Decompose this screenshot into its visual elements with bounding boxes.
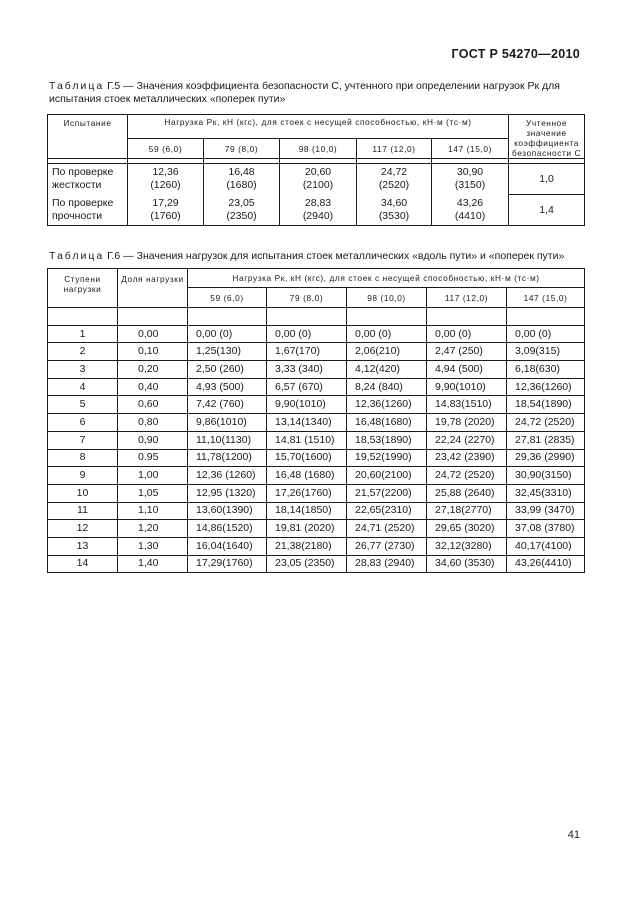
table6-cell: 29,65 (3020): [427, 520, 507, 538]
table6-cell: 2,50 (260): [188, 361, 267, 379]
table5-coef: 1,4: [509, 195, 585, 226]
table5-cell: 23,05 (2350): [204, 195, 280, 226]
table6-cell: 0,00 (0): [427, 325, 507, 343]
table6-stage-cell: 14: [48, 555, 118, 573]
table6-share-cell: 1,20: [118, 520, 188, 538]
table6-cell: 12,36 (1260): [188, 467, 267, 485]
table6-cell: 23,42 (2390): [427, 449, 507, 467]
table6-stage-cell: 6: [48, 414, 118, 432]
table6-cell: 19,78 (2020): [427, 414, 507, 432]
table6-cell: 12,36(1260): [507, 378, 585, 396]
table6-share-cell: 0,40: [118, 378, 188, 396]
table6-cell: 20,60(2100): [347, 467, 427, 485]
table6-cell: 0,00 (0): [347, 325, 427, 343]
page-number: 41: [567, 829, 580, 841]
table6-cell: 0,00 (0): [267, 325, 347, 343]
table6-subheader: 59 (6,0): [188, 288, 267, 308]
table6-row: [48, 484, 585, 502]
table6-row: [48, 520, 585, 538]
table5-subheader: 147 (15,0): [432, 139, 509, 159]
table6-row: [48, 502, 585, 520]
table6-row: [48, 396, 585, 414]
table6-cell: 17,29(1760): [188, 555, 267, 573]
table5-subheader: 117 (12,0): [357, 139, 432, 159]
table6-cell: 16,48(1680): [347, 414, 427, 432]
table6-cell: 16,04(1640): [188, 537, 267, 555]
table6-stage-cell: 7: [48, 431, 118, 449]
table6-cell: 0,00 (0): [507, 325, 585, 343]
table6-cell: 32,45(3310): [507, 484, 585, 502]
table6-cell: 40,17(4100): [507, 537, 585, 555]
table6-stage-cell: 1: [48, 325, 118, 343]
table6-cell: 0,00 (0): [188, 325, 267, 343]
table6-cell: 6,57 (670): [267, 378, 347, 396]
table6-stage-cell: 9: [48, 467, 118, 485]
table5-header-coef: Учтенное значение коэффициента безопасности С: [509, 115, 585, 159]
table6-cell: 3,09(315): [507, 343, 585, 361]
table6-caption-number: Г.6: [107, 250, 121, 262]
table5-row: [48, 195, 585, 226]
table6-cell: 9,86(1010): [188, 414, 267, 432]
table5-cell: 16,48 (1680): [204, 164, 280, 195]
table6-cell: 19,52(1990): [347, 449, 427, 467]
table6-cell: 25,88 (2640): [427, 484, 507, 502]
table6-cell: 8,24 (840): [347, 378, 427, 396]
table5-row-label: По проверке жесткости: [48, 164, 128, 195]
table6-share-cell: 1,10: [118, 502, 188, 520]
table6-cell: 32,12(3280): [427, 537, 507, 555]
table5-header-test: Испытание: [48, 115, 128, 159]
table6-cell: 21,57(2200): [347, 484, 427, 502]
table6-cell: 4,93 (500): [188, 378, 267, 396]
table6-caption-text: — Значения нагрузок для испытания стоек металлических «вдоль пути» и «поперек пути»: [120, 250, 565, 262]
table6-cell: 11,10(1130): [188, 431, 267, 449]
table6-cell: 14,81 (1510): [267, 431, 347, 449]
table6-cell: 14,83(1510): [427, 396, 507, 414]
table6-stage-cell: 4: [48, 378, 118, 396]
table6-stage-cell: 10: [48, 484, 118, 502]
table6-cell: 13,60(1390): [188, 502, 267, 520]
table6-cell: 18,53(1890): [347, 431, 427, 449]
table6-cell: 18,14(1850): [267, 502, 347, 520]
table6-cell: 24,72 (2520): [427, 467, 507, 485]
table5-subheader: 79 (8,0): [204, 139, 280, 159]
table5-subheader: 98 (10,0): [280, 139, 357, 159]
table5-cell: 34,60 (3530): [357, 195, 432, 226]
table5-coef: 1,0: [509, 164, 585, 195]
table6-cell: 4,94 (500): [427, 361, 507, 379]
table5-row-label: По проверке прочности: [48, 195, 128, 226]
table6-stage-cell: 3: [48, 361, 118, 379]
table5-cell: 12,36 (1260): [128, 164, 204, 195]
table6-cell: 22,65(2310): [347, 502, 427, 520]
table6-share-cell: 1,00: [118, 467, 188, 485]
table6-share-cell: 1,30: [118, 537, 188, 555]
table5-subheader: 59 (6,0): [128, 139, 204, 159]
table6-cell: 12,95 (1320): [188, 484, 267, 502]
table5-cell: 20,60 (2100): [280, 164, 357, 195]
table6-cell: 30,90(3150): [507, 467, 585, 485]
table6-row: [48, 537, 585, 555]
table5-cell: 17,29 (1760): [128, 195, 204, 226]
table5-row: [48, 164, 585, 195]
table6-row: [48, 343, 585, 361]
table6-cell: 43,26(4410): [507, 555, 585, 573]
table6-row: [48, 325, 585, 343]
table6-cell: 13,14(1340): [267, 414, 347, 432]
table6-cell: 3,33 (340): [267, 361, 347, 379]
table6-cell: 12,36(1260): [347, 396, 427, 414]
table6-cell: 33,99 (3470): [507, 502, 585, 520]
table6-cell: 27,18(2770): [427, 502, 507, 520]
table6-stage-cell: 11: [48, 502, 118, 520]
table6-cell: 15,70(1600): [267, 449, 347, 467]
table6-cell: 6,18(630): [507, 361, 585, 379]
table6-row: [48, 449, 585, 467]
table6-row: [48, 378, 585, 396]
table6-cell: 27,81 (2835): [507, 431, 585, 449]
table6-cell: 2,06(210): [347, 343, 427, 361]
table6-cell: 26,77 (2730): [347, 537, 427, 555]
table6-header-share: Доля нагрузки: [118, 269, 188, 308]
table6-cell: 17,26(1760): [267, 484, 347, 502]
table6-subheader: 147 (15,0): [507, 288, 585, 308]
table6-row: [48, 467, 585, 485]
table6-share-cell: 0.95: [118, 449, 188, 467]
table6-stage-cell: 2: [48, 343, 118, 361]
table6-share-cell: 1,40: [118, 555, 188, 573]
table6-cell: 9,90(1010): [267, 396, 347, 414]
table6-cell: 7,42 (760): [188, 396, 267, 414]
table6-cell: 28,83 (2940): [347, 555, 427, 573]
table6-cell: 24,72 (2520): [507, 414, 585, 432]
table6-stage-cell: 12: [48, 520, 118, 538]
table6-cell: 23,05 (2350): [267, 555, 347, 573]
table5-cell: 43,26 (4410): [432, 195, 509, 226]
table6-cell: 4,12(420): [347, 361, 427, 379]
table5-caption: [49, 80, 584, 106]
table6-header-load: Нагрузка Pк, кН (кгс), для стоек с несущей способностью, кН·м (тс·м): [188, 269, 585, 288]
table6-cell: 1,67(170): [267, 343, 347, 361]
table6-caption-label: Таблица: [49, 250, 105, 262]
table6-row: [48, 414, 585, 432]
table6: [47, 268, 585, 573]
table6-cell: 11,78(1200): [188, 449, 267, 467]
table6-share-cell: 0,80: [118, 414, 188, 432]
table5-header-load: Нагрузка Pк, кН (кгс), для стоек с несущей способностью, кН·м (тс·м): [128, 115, 509, 139]
table6-row: [48, 555, 585, 573]
table6-cell: 34,60 (3530): [427, 555, 507, 573]
document-header: ГОСТ Р 54270—2010: [451, 47, 580, 61]
table6-stage-cell: 13: [48, 537, 118, 555]
table6-subheader: 79 (8,0): [267, 288, 347, 308]
table6-row: [48, 431, 585, 449]
table6-cell: 22,24 (2270): [427, 431, 507, 449]
table6-share-cell: 0,20: [118, 361, 188, 379]
table5-caption-text: — Значения коэффициента безопасности С, учтенного при определении нагрузок Pк для испытания стоек металлических «поперек пути»: [49, 80, 560, 105]
table6-cell: 1,25(130): [188, 343, 267, 361]
table6-cell: 37,08 (3780): [507, 520, 585, 538]
table6-share-cell: 1,05: [118, 484, 188, 502]
table5: [47, 114, 585, 226]
table6-cell: 21,38(2180): [267, 537, 347, 555]
table6-share-cell: 0,10: [118, 343, 188, 361]
table6-row: [48, 361, 585, 379]
table5-cell: 30,90 (3150): [432, 164, 509, 195]
table6-cell: 19,81 (2020): [267, 520, 347, 538]
table6-cell: 9,90(1010): [427, 378, 507, 396]
table6-cell: 14,86(1520): [188, 520, 267, 538]
table6-cell: 18,54(1890): [507, 396, 585, 414]
table6-cell: 2,47 (250): [427, 343, 507, 361]
table6-cell: 24,71 (2520): [347, 520, 427, 538]
table6-caption: [49, 250, 584, 263]
table5-caption-number: Г.5: [107, 80, 121, 92]
table6-subheader: 117 (12,0): [427, 288, 507, 308]
table5-cell: 24,72 (2520): [357, 164, 432, 195]
table6-cell: 29,36 (2990): [507, 449, 585, 467]
table5-cell: 28,83 (2940): [280, 195, 357, 226]
table6-header-stage: Ступени нагрузки: [48, 269, 118, 308]
table5-caption-label: Таблица: [49, 80, 105, 92]
table6-share-cell: 0,90: [118, 431, 188, 449]
table6-subheader: 98 (10,0): [347, 288, 427, 308]
table6-stage-cell: 5: [48, 396, 118, 414]
table6-share-cell: 0,00: [118, 325, 188, 343]
table6-share-cell: 0,60: [118, 396, 188, 414]
table6-cell: 16,48 (1680): [267, 467, 347, 485]
table6-stage-cell: 8: [48, 449, 118, 467]
